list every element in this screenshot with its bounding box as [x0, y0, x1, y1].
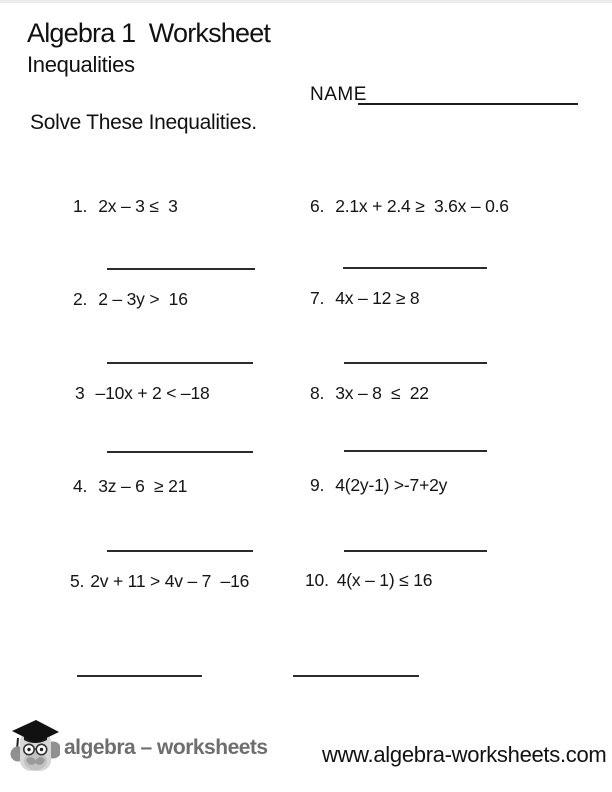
problem-1 [73, 196, 178, 217]
answer-line-10 [293, 675, 419, 677]
problem-6-expression: 2.1x + 2.4 ≥ 3.6x – 0.6 [335, 196, 509, 216]
problem-3-expression: –10x + 2 < –18 [95, 383, 210, 403]
problem-1-number: 1. [73, 196, 88, 216]
problem-6-number: 6. [310, 196, 325, 216]
answer-line-1 [107, 268, 255, 270]
problem-3 [75, 383, 210, 404]
name-label: NAME [310, 84, 367, 105]
answer-line-8 [344, 450, 487, 452]
problem-3-number: 3 [75, 383, 85, 403]
problem-2-number: 2. [73, 289, 88, 309]
problem-7-expression: 4x – 12 ≥ 8 [335, 288, 420, 308]
problem-4 [73, 476, 187, 497]
logo-wordmark: algebra – worksheets [64, 736, 268, 759]
problem-9 [310, 475, 447, 496]
problem-7-number: 7. [310, 288, 325, 308]
problem-9-expression: 4(2y-1) >-7+2y [335, 475, 448, 495]
page-top-edge [0, 0, 612, 3]
problem-2-expression: 2 – 3y > 16 [98, 289, 188, 309]
problem-10-expression: 4(x – 1) ≤ 16 [336, 570, 433, 590]
problem-10 [305, 570, 432, 591]
problem-2 [73, 289, 188, 310]
problem-5-number: 5. [70, 571, 85, 591]
problem-10-number: 10. [305, 570, 329, 590]
mascot-graduate-monkey-icon [10, 716, 60, 774]
problem-9-number: 9. [310, 475, 325, 495]
problem-7 [310, 288, 419, 309]
answer-line-9 [344, 550, 487, 552]
problem-6 [310, 196, 509, 217]
problem-5 [70, 571, 249, 592]
problem-1-expression: 2x – 3 ≤ 3 [98, 196, 178, 216]
page-subtitle: Inequalities [27, 52, 135, 77]
problem-8 [310, 383, 429, 404]
answer-line-7 [344, 362, 487, 364]
answer-line-4 [107, 550, 253, 552]
answer-line-6 [343, 267, 487, 269]
problem-8-expression: 3x – 8 ≤ 22 [335, 383, 429, 403]
website-url: www.algebra-worksheets.com [322, 742, 607, 767]
page-title: Algebra 1 Worksheet [27, 18, 271, 48]
problem-8-number: 8. [310, 383, 325, 403]
answer-line-5 [77, 675, 202, 677]
answer-line-2 [107, 362, 253, 364]
problem-4-number: 4. [73, 476, 88, 496]
problem-5-expression: 2v + 11 > 4v – 7 –16 [90, 571, 250, 591]
instructions-text: Solve These Inequalities. [30, 111, 257, 134]
problem-4-expression: 3z – 6 ≥ 21 [98, 476, 188, 496]
name-blank-line [358, 103, 578, 105]
answer-line-3 [107, 451, 253, 453]
